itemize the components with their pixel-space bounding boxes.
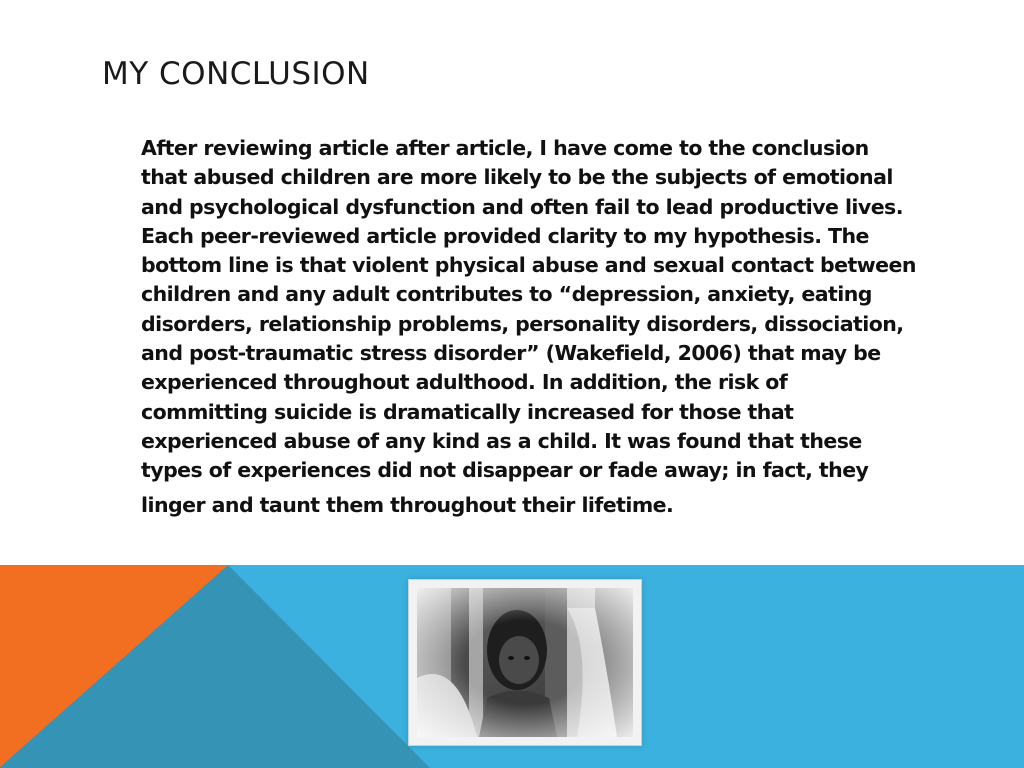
conclusion-paragraph (141, 134, 941, 520)
paragraph-line: bottom line is that violent physical abuse and sexual contact between (141, 253, 916, 278)
paragraph-line: disorders, relationship problems, personality disorders, dissociation, (141, 311, 904, 336)
photo-frame (408, 579, 642, 746)
slide-title: MY CONCLUSION (102, 56, 370, 92)
paragraph-line: linger and taunt them throughout their lifetime. (141, 492, 674, 517)
paragraph-line: children and any adult contributes to “depression, anxiety, eating (141, 282, 872, 307)
paragraph-line: that abused children are more likely to be the subjects of emotional (141, 165, 893, 190)
paragraph-line: committing suicide is dramatically increased for those that (141, 399, 794, 424)
paragraph-line: Each peer-reviewed article provided clarity to my hypothesis. The (141, 223, 869, 248)
paragraph-line: After reviewing article after article, I have come to the conclusion (141, 136, 869, 160)
paragraph-line: and post-traumatic stress disorder” (Wakefield, 2006) that may be (141, 341, 881, 366)
paragraph-line: and psychological dysfunction and often fail to lead productive lives. (141, 194, 903, 219)
child-photo (417, 588, 633, 737)
paragraph-line: types of experiences did not disappear or fade away; in fact, they (141, 458, 869, 483)
child-photo-image (417, 588, 633, 737)
paragraph-line: experienced abuse of any kind as a child. It was found that these (141, 428, 862, 453)
paragraph-line: experienced throughout adulthood. In addition, the risk of (141, 370, 788, 395)
